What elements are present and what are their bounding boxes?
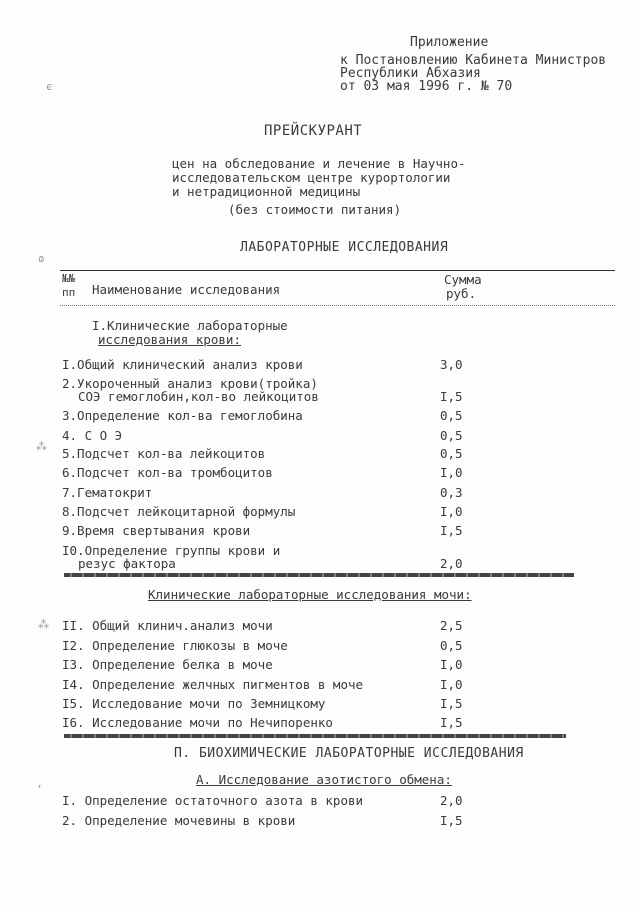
group1-title-2: исследования крови: — [98, 332, 241, 347]
section-divider — [64, 573, 574, 577]
list-item — [62, 638, 482, 654]
item-price: I,5 — [440, 813, 463, 828]
list-item — [62, 618, 482, 634]
list-item — [62, 408, 482, 424]
list-item — [62, 428, 482, 444]
item-name: 2. Определение мочевины в крови — [62, 813, 296, 828]
subtitle-line-4: (без стоимости питания) — [228, 202, 402, 217]
item-price: I,5 — [440, 523, 463, 538]
list-item — [62, 793, 482, 809]
col-num-header-2: пп — [62, 286, 76, 299]
item-price: I,0 — [440, 465, 463, 480]
item-price: I,0 — [440, 677, 463, 692]
item-name: I4. Определение желчных пигментов в моче — [62, 677, 364, 692]
item-name: I2. Определение глюкозы в моче — [62, 638, 288, 653]
item-name: 8.Подсчет лейкоцитарной формулы — [62, 504, 296, 519]
item-name: I0.Определение группы крови и — [62, 543, 281, 558]
item-name: I.Общий клинический анализ крови — [62, 357, 303, 372]
item-name: I3. Определение белка в моче — [62, 657, 273, 672]
item-price: 2,5 — [440, 618, 463, 633]
item-price: 0,5 — [440, 638, 463, 653]
list-item — [62, 543, 482, 573]
item-name: 2.Укороченный анализ крови(тройка) — [62, 376, 318, 391]
item-name: 7.Гематокрит — [62, 485, 153, 500]
section2-title: П. БИОХИМИЧЕСКИЕ ЛАБОРАТОРНЫЕ ИССЛЕДОВАНИЯ — [174, 746, 524, 761]
item-price: 0,5 — [440, 446, 463, 461]
section-title: ЛАБОРАТОРНЫЕ ИССЛЕДОВАНИЯ — [240, 240, 449, 255]
item-price: 0,3 — [440, 485, 463, 500]
item-price: 0,5 — [440, 428, 463, 443]
col-sum-header: Сумма — [444, 272, 482, 287]
list-item — [62, 677, 482, 693]
group2-title: Клинические лабораторные исследования мочи: — [148, 587, 472, 602]
header-republic-line: Республики Абхазия — [340, 66, 481, 81]
item-price: I,5 — [440, 389, 463, 404]
list-item — [62, 696, 482, 712]
subtitle-line-2: исследовательском центре курортологии — [172, 170, 451, 185]
header-date-line: от 03 мая 1996 г. № 70 — [340, 79, 513, 94]
document-title: ПРЕЙСКУРАНТ — [264, 123, 363, 139]
item-name: I6. Исследование мочи по Нечипоренко — [62, 715, 333, 730]
margin-mark: ɷ — [38, 252, 45, 265]
group3-title: А. Исследование азотистого обмена: — [196, 772, 452, 787]
subtitle-line-1: цен на обследование и лечение в Научно- — [172, 156, 466, 171]
table-top-rule — [60, 270, 615, 271]
item-name: 3.Определение кол-ва гемоглобина — [62, 408, 303, 423]
list-item — [62, 446, 482, 462]
margin-mark: ⁂ — [36, 440, 47, 453]
item-name: I. Определение остаточного азота в крови — [62, 793, 364, 808]
item-price: I,5 — [440, 696, 463, 711]
item-price: I,0 — [440, 504, 463, 519]
item-price: I,0 — [440, 657, 463, 672]
margin-mark: ϵ — [46, 80, 53, 93]
item-name: I5. Исследование мочи по Земницкому — [62, 696, 326, 711]
item-name: 4. С О Э — [62, 428, 123, 443]
table-header-rule — [60, 305, 615, 306]
subtitle-line-3: и нетрадиционной медицины — [172, 184, 361, 199]
item-name: 9.Время свертывания крови — [62, 523, 251, 538]
margin-mark: ⁂ — [38, 618, 49, 631]
section-divider — [64, 734, 566, 738]
item-price: I,5 — [440, 715, 463, 730]
list-item — [62, 504, 482, 520]
col-sum-header-2: руб. — [446, 286, 477, 301]
item-price: 0,5 — [440, 408, 463, 423]
col-name-header: Наименование исследования — [92, 282, 281, 297]
col-num-header: №№ — [62, 272, 76, 285]
list-item — [62, 376, 482, 406]
appendix-label: Приложение — [410, 35, 489, 50]
item-price: 2,0 — [440, 556, 463, 571]
item-price: 2,0 — [440, 793, 463, 808]
list-item — [62, 523, 482, 539]
margin-mark: ʼ — [36, 783, 43, 796]
list-item — [62, 715, 482, 731]
header-decree-line: к Постановлению Кабинета Министров — [340, 53, 607, 68]
item-name-cont: СОЭ гемоглобин,кол-во лейкоцитов — [78, 389, 319, 404]
item-name-cont: резус фактора — [78, 556, 176, 571]
list-item — [62, 813, 482, 829]
item-name: 5.Подсчет кол-ва лейкоцитов — [62, 446, 266, 461]
group1-title: I.Клинические лабораторные — [92, 318, 288, 333]
item-name: 6.Подсчет кол-ва тромбоцитов — [62, 465, 273, 480]
list-item — [62, 465, 482, 481]
list-item — [62, 357, 482, 373]
item-price: 3,0 — [440, 357, 463, 372]
list-item — [62, 657, 482, 673]
list-item — [62, 485, 482, 501]
item-name: II. Общий клинич.анализ мочи — [62, 618, 273, 633]
